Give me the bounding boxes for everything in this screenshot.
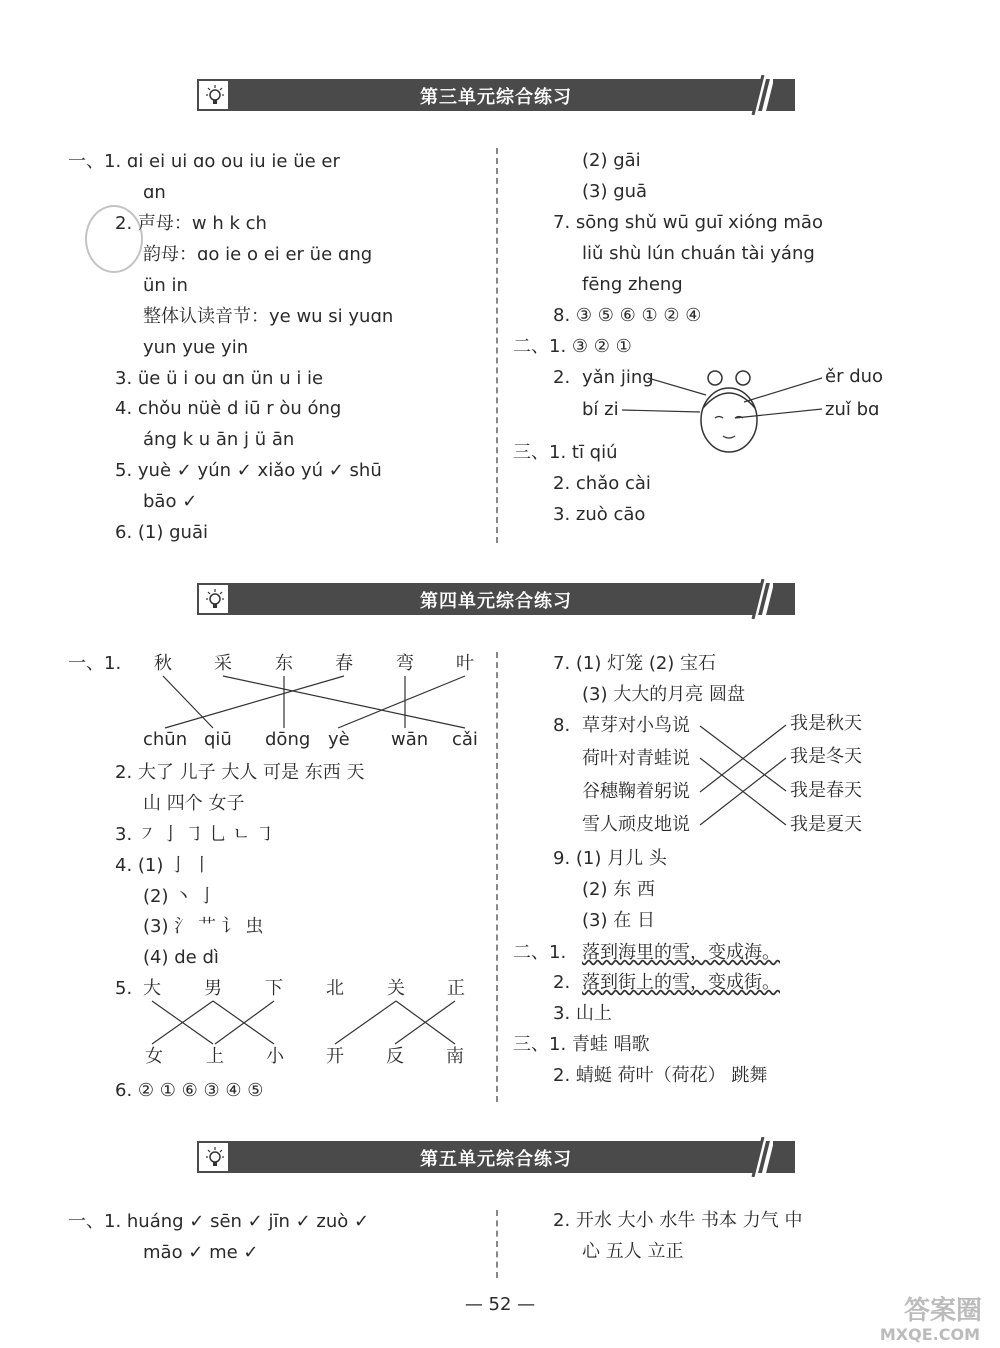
answer-line: 3. üe ü i ou ɑn ün u i ie — [115, 368, 324, 389]
answer-line: 3. ㇇ 亅 ㇆ 乚 ㄴ ㇆ — [115, 824, 274, 845]
face-label: zuǐ bɑ — [825, 399, 880, 420]
match-char: 关 — [387, 978, 405, 999]
answer-line: (3) 在 日 — [582, 910, 655, 931]
match-char: 男 — [204, 978, 222, 999]
answer-line: (2) gāi — [582, 150, 641, 171]
answer-line: fēng zheng — [582, 274, 683, 295]
wavy-underlined-answer: 落到海里的雪，变成海。 — [582, 942, 780, 963]
answer-line: liǔ shù lún chuán tài yáng — [582, 243, 815, 264]
section-title: 第五单元综合练习 — [420, 1149, 572, 1170]
match-char: 北 — [326, 978, 344, 999]
match-char: 大 — [143, 978, 161, 999]
match-pinyin: chūn — [143, 729, 188, 750]
answer-line: bāo ✓ — [143, 491, 198, 512]
match-pinyin: cǎi — [452, 729, 478, 750]
answer-line: 4. (1) 亅 丨 — [115, 855, 211, 876]
match-char: 弯 — [396, 653, 414, 674]
match-right: 我是冬天 — [790, 746, 862, 767]
answer-line: yun yue yin — [143, 337, 249, 358]
match-char: 上 — [206, 1046, 224, 1067]
match-char: 开 — [326, 1046, 344, 1067]
match-char: 秋 — [154, 653, 172, 674]
face-label: yǎn jing — [582, 367, 654, 388]
watermark-url: MXQE.COM — [879, 1325, 980, 1344]
answer-line: 二、1. ③ ② ① — [513, 336, 632, 357]
answer-line: 7. (1) 灯笼 (2) 宝石 — [553, 653, 717, 674]
match-left: 雪人顽皮地说 — [582, 814, 690, 835]
answer-line: ɑn — [143, 182, 166, 203]
answer-line: (3) guā — [582, 181, 648, 202]
match-right: 我是春天 — [790, 780, 862, 801]
answer-line: 9. (1) 月儿 头 — [553, 848, 667, 869]
answer-line: 8. — [553, 715, 571, 736]
answer-line: 三、1. tī qiú — [513, 442, 618, 463]
match-char: 反 — [386, 1046, 404, 1067]
answer-line: 2. 大了 儿子 大人 可是 东西 天 — [115, 762, 365, 783]
match-pinyin: yè — [328, 729, 350, 750]
answer-line: māo ✓ me ✓ — [143, 1242, 259, 1263]
answer-line: (4) de dì — [143, 947, 219, 968]
answer-line: 2. — [553, 367, 571, 388]
watermark-logo: 答案圈 — [903, 1296, 982, 1326]
answer-line: 韵母：ɑo ie o ei er üe ɑng — [143, 244, 373, 265]
match-left: 草芽对小鸟说 — [582, 715, 690, 736]
answer-line: (3) 氵 艹 讠 虫 — [143, 916, 264, 937]
answer-line: áng k u ān j ü ān — [143, 429, 295, 450]
double-slash-icon — [743, 1137, 773, 1177]
match-pinyin: qiū — [204, 729, 232, 750]
answer-line: (2) 东 西 — [582, 879, 655, 900]
answer-line: 5. yuè ✓ yún ✓ xiǎo yú ✓ shū — [115, 460, 382, 481]
match-right: 我是夏天 — [790, 814, 862, 835]
match-char: 春 — [335, 653, 353, 674]
answer-line: 三、1. 青蛙 唱歌 — [513, 1034, 650, 1055]
face-label: bí zi — [582, 399, 619, 420]
answer-line: 2. — [553, 972, 571, 993]
answer-line: 心 五人 立正 — [582, 1241, 684, 1262]
section-title: 第三单元综合练习 — [420, 87, 572, 108]
answer-line: 7. sōng shǔ wū guī xióng māo — [553, 212, 823, 233]
answer-line: 一、1. ɑi ei ui ɑo ou iu ie üe er — [68, 151, 340, 172]
section-header-unit5 — [197, 1141, 795, 1173]
wavy-underlined-answer: 落到街上的雪，变成街。 — [582, 972, 780, 993]
answer-line: 2. 蜻蜓 荷叶（荷花） 跳舞 — [553, 1065, 768, 1086]
match-left: 荷叶对青蛙说 — [582, 748, 690, 769]
match-char: 小 — [266, 1046, 284, 1067]
match-pinyin: wān — [391, 729, 429, 750]
answer-line: 3. 山上 — [553, 1003, 612, 1024]
answer-line: 6. ② ① ⑥ ③ ④ ⑤ — [115, 1080, 264, 1101]
answer-line: 2. chǎo cài — [553, 473, 651, 494]
answer-line: 山 四个 女子 — [143, 793, 245, 814]
match-char: 南 — [446, 1046, 464, 1067]
answer-line: 4. chǒu nüè d iū r òu óng — [115, 398, 342, 419]
answer-line: 3. zuò cāo — [553, 504, 646, 525]
section-title: 第四单元综合练习 — [420, 591, 572, 612]
answer-line: 整体认读音节：ye wu si yuɑn — [143, 306, 394, 327]
page-number: — 52 — — [464, 1294, 536, 1315]
match-pinyin: dōng — [265, 729, 311, 750]
match-char: 女 — [145, 1046, 163, 1067]
face-label: ěr duo — [825, 366, 884, 387]
answer-line: (2) 丶 亅 — [143, 886, 216, 907]
answer-line: 2. 声母：w h k ch — [115, 213, 267, 234]
answer-line: 二、1. — [513, 942, 567, 963]
answer-line: 2. 开水 大小 水牛 书本 力气 中 — [553, 1210, 803, 1231]
answer-line: 6. (1) guāi — [115, 522, 208, 543]
match-right: 我是秋天 — [790, 713, 862, 734]
match-char: 正 — [447, 978, 465, 999]
match-char: 东 — [275, 653, 293, 674]
answer-line: 一、1. huáng ✓ sēn ✓ jīn ✓ zuò ✓ — [68, 1211, 370, 1232]
answer-line: (3) 大大的月亮 圆盘 — [582, 684, 745, 705]
match-char: 叶 — [456, 653, 474, 674]
match-left: 谷穗鞠着躬说 — [582, 781, 690, 802]
answer-line: ün in — [143, 275, 188, 296]
match-char: 采 — [214, 653, 232, 674]
answer-line: 5. — [115, 978, 133, 999]
match-char: 下 — [265, 978, 283, 999]
column-divider — [496, 1210, 498, 1278]
answer-line: 8. ③ ⑤ ⑥ ① ② ④ — [553, 305, 702, 326]
answer-line: 一、1. — [68, 653, 122, 674]
